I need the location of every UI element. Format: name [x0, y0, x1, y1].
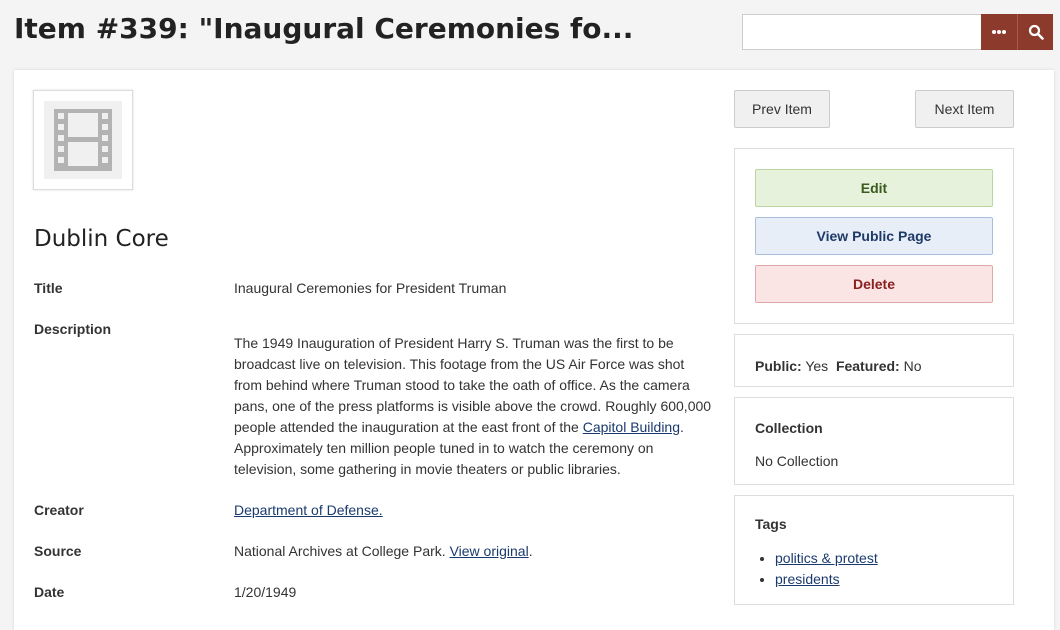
featured-value: No [903, 358, 922, 374]
field-label: Creator [34, 502, 84, 518]
field-value [234, 500, 714, 521]
view-public-page-button[interactable]: View Public Page [755, 217, 993, 255]
ellipsis-icon [991, 29, 1007, 35]
field-value: Inaugural Ceremonies for President Truman [234, 280, 507, 296]
prev-item-button[interactable]: Prev Item [734, 90, 830, 128]
search-bar [742, 14, 1053, 50]
status-box [734, 334, 1014, 387]
field-title [34, 278, 714, 299]
tag-link[interactable]: presidents [775, 571, 840, 587]
item-thumbnail[interactable] [33, 90, 133, 190]
list-item [775, 548, 878, 569]
field-label: Title [34, 280, 63, 296]
status-line [755, 358, 922, 374]
search-options-button[interactable] [981, 14, 1017, 50]
search-submit-button[interactable] [1017, 14, 1053, 50]
field-label: Date [34, 584, 65, 600]
tag-link[interactable]: politics & protest [775, 550, 878, 566]
content-panel [14, 70, 1054, 630]
description-text: The 1949 Inauguration of President Harry S. Truman was the first to be broadcast live on television. This footage from the US Air Force was shot from behind where Truman stood to take the oath of office. As the camera pans, one of the press platforms is visible above the crowd. Roughly 600,000 people attended the inauguration at the east front of the [234, 335, 712, 435]
collection-value: No Collection [755, 453, 839, 469]
page-title: Item #339: "Inaugural Ceremonies fo... [14, 12, 634, 45]
next-item-button[interactable]: Next Item [915, 90, 1014, 128]
public-value: Yes [805, 358, 829, 374]
source-text: National Archives at College Park. [234, 543, 450, 559]
field-value [234, 541, 714, 562]
view-original-link[interactable]: View original [449, 543, 529, 559]
list-item [775, 569, 878, 590]
source-text-end: . [528, 543, 533, 559]
actions-box [734, 148, 1014, 324]
film-icon [54, 109, 112, 171]
tags-box [734, 495, 1014, 605]
collection-box [734, 397, 1014, 485]
field-date [34, 582, 714, 603]
search-input[interactable] [742, 14, 981, 50]
delete-button[interactable]: Delete [755, 265, 993, 303]
search-icon [1028, 24, 1044, 40]
featured-label: Featured: [835, 358, 900, 374]
field-creator [34, 500, 714, 521]
edit-button[interactable]: Edit [755, 169, 993, 207]
section-title: Dublin Core [34, 226, 169, 252]
field-label: Description [34, 321, 112, 337]
collection-heading: Collection [755, 420, 823, 436]
field-description [34, 319, 714, 480]
capitol-building-link[interactable]: Capitol Building [582, 419, 681, 435]
field-value: 1/20/1949 [234, 584, 297, 600]
tags-heading: Tags [755, 516, 787, 532]
field-value [234, 319, 714, 480]
creator-link[interactable]: Department of Defense. [234, 502, 383, 518]
tag-list [755, 548, 878, 590]
description-text-end: . Approximately ten million people tuned in to watch the ceremony on television, some gathering in movie theaters or public libraries. [234, 419, 684, 477]
thumbnail-frame [44, 101, 122, 179]
public-label: Public: [755, 358, 802, 374]
field-source [34, 541, 714, 562]
field-label: Source [34, 543, 82, 559]
